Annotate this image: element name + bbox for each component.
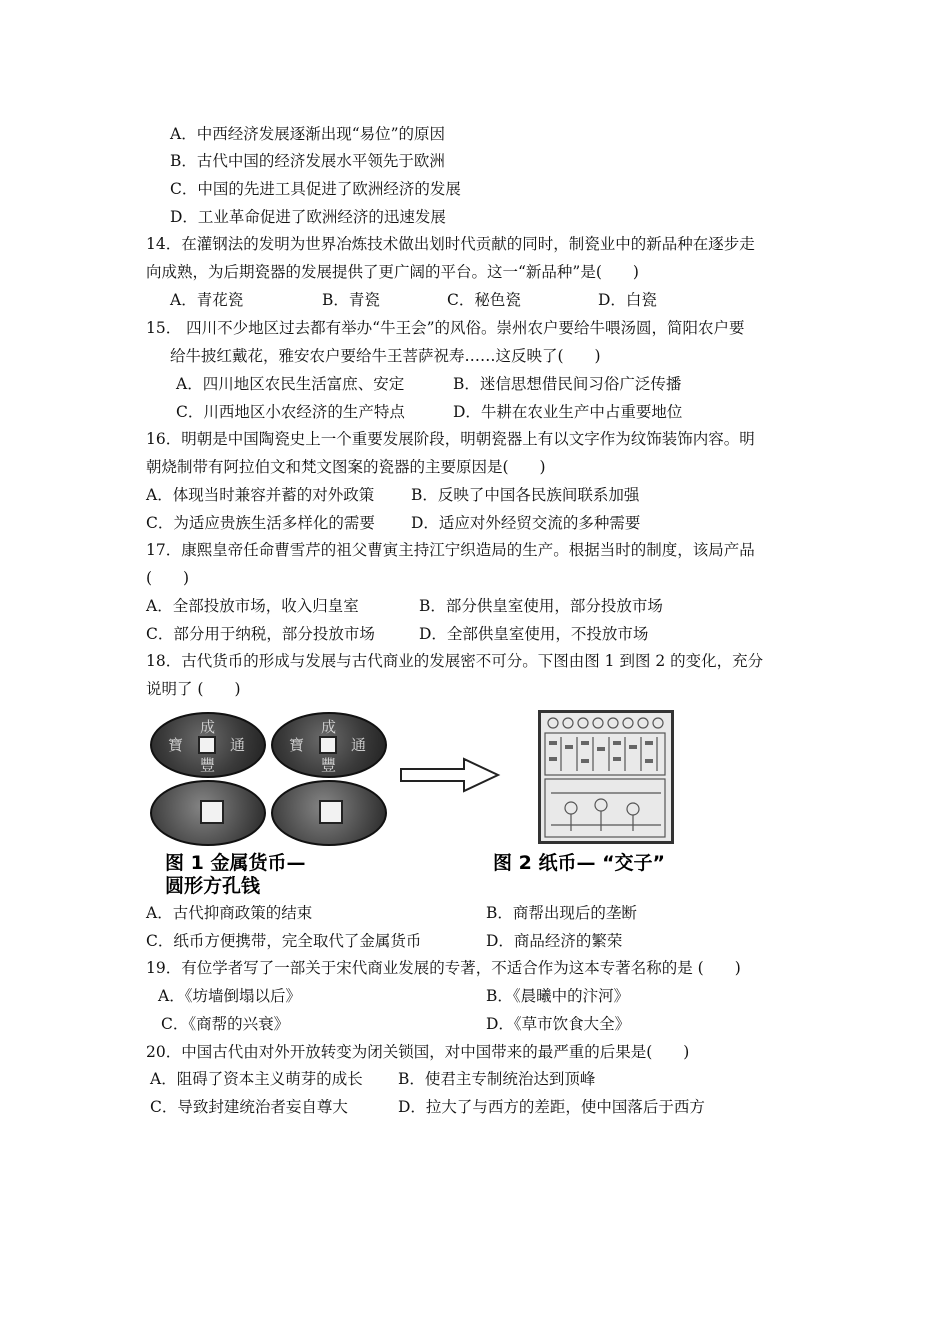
q18-option-d: D．商品经济的繁荣	[486, 932, 623, 950]
figure-2-jiaozi-note	[538, 710, 674, 844]
q14-stem-line1: 14．在灌钢法的发明为世界冶炼技术做出划时代贡献的同时，制瓷业中的新品种在逐步走	[146, 235, 755, 253]
q15-option-d: D．牛耕在农业生产中占重要地位	[453, 403, 683, 421]
q15-option-b: B．迷信思想借民间习俗广泛传播	[453, 375, 682, 393]
q18-option-c: C．纸币方便携带，完全取代了金属货币	[146, 932, 422, 950]
q15-stem-line2: 给牛披红戴花，雅安农户要给牛王菩萨祝寿……这反映了( )	[170, 347, 601, 365]
coin-char-left: 寶	[289, 736, 305, 754]
q20-option-d: D．拉大了与西方的差距，使中国落后于西方	[398, 1098, 705, 1116]
q13-option-a: A．中西经济发展逐渐出现“易位”的原因	[170, 125, 446, 143]
q16-option-d: D．适应对外经贸交流的多种需要	[411, 514, 641, 532]
coin-back-left	[150, 780, 266, 846]
q18-option-a: A．古代抑商政策的结束	[146, 904, 313, 922]
q14-stem-line2: 向成熟，为后期瓷器的发展提供了更广阔的平台。这一“新品种”是( )	[146, 263, 639, 281]
figure-1-coins	[150, 710, 390, 845]
q15-option-a: A．四川地区农民生活富庶、安定	[176, 375, 405, 393]
coin-char-bottom: 豐	[200, 756, 216, 774]
q15-stem-line1: 15． 四川不少地区过去都有举办“牛王会”的风俗。崇州农户要给牛喂汤圆，简阳农户要	[146, 319, 745, 337]
q20-option-a: A．阻碍了资本主义萌芽的成长	[150, 1070, 363, 1088]
q17-stem-line2: ( )	[146, 569, 190, 587]
q17-option-c: C．部分用于纳税，部分投放市场	[146, 625, 375, 643]
figure-2-caption: 图 2 纸币— “交子”	[493, 852, 666, 874]
coin-front-left	[150, 712, 266, 778]
q20-stem-line1: 20．中国古代由对外开放转变为闭关锁国，对中国带来的最严重的后果是( )	[146, 1043, 690, 1061]
coin-square-hole	[198, 736, 216, 754]
q20-option-c: C．导致封建统治者妄自尊大	[150, 1098, 348, 1116]
q15-option-c: C．川西地区小农经济的生产特点	[176, 403, 405, 421]
q14-option-b: B．青瓷	[322, 291, 380, 309]
coin-char-right: 通	[230, 736, 246, 754]
coin-char-bottom: 豐	[321, 756, 337, 774]
q14-option-d: D．白瓷	[598, 291, 657, 309]
q19-option-d: D．《草市饮食大全》	[486, 1015, 631, 1033]
q17-option-b: B．部分供皇室使用，部分投放市场	[419, 597, 663, 615]
q14-option-a: A．青花瓷	[170, 291, 244, 309]
right-arrow-icon	[398, 755, 503, 795]
q17-stem-line1: 17．康熙皇帝任命曹雪芹的祖父曹寅主持江宁织造局的生产。根据当时的制度，该局产品	[146, 541, 755, 559]
q17-option-a: A．全部投放市场，收入归皇室	[146, 597, 359, 615]
coin-char-right: 通	[351, 736, 367, 754]
q19-stem-line1: 19．有位学者写了一部关于宋代商业发展的专著，不适合作为这本专著名称的是 ( )	[146, 959, 741, 977]
q14-option-c: C．秘色瓷	[447, 291, 521, 309]
coin-back-right	[271, 780, 387, 846]
coin-front-right	[271, 712, 387, 778]
q13-option-c: C．中国的先进工具促进了欧洲经济的发展	[170, 180, 461, 198]
coin-square-hole	[319, 736, 337, 754]
figure-1-caption-line2: 圆形方孔钱	[165, 875, 261, 897]
q18-stem-line1: 18．古代货币的形成与发展与古代商业的发展密不可分。下图由图 1 到图 2 的变化，充分	[146, 652, 764, 670]
q19-option-b: B．《晨曦中的汴河》	[486, 987, 630, 1005]
coin-char-left: 寶	[168, 736, 184, 754]
figure-1-caption-line1: 图 1 金属货币—	[165, 852, 306, 874]
q20-option-b: B．使君主专制统治达到顶峰	[398, 1070, 596, 1088]
q13-option-d: D．工业革命促进了欧洲经济的迅速发展	[170, 208, 446, 226]
q16-option-c: C．为适应贵族生活多样化的需要	[146, 514, 375, 532]
q19-option-a: A．《坊墙倒塌以后》	[158, 987, 301, 1005]
jiaozi-note-pattern	[541, 713, 671, 841]
q16-option-a: A．体现当时兼容并蓄的对外政策	[146, 486, 375, 504]
q16-stem-line1: 16．明朝是中国陶瓷史上一个重要发展阶段，明朝瓷器上有以文字作为纹饰装饰内容。明	[146, 430, 755, 448]
q19-option-c: C．《商帮的兴衰》	[161, 1015, 290, 1033]
q18-option-b: B．商帮出现后的垄断	[486, 904, 637, 922]
q16-option-b: B．反映了中国各民族间联系加强	[411, 486, 640, 504]
q17-option-d: D．全部供皇室使用，不投放市场	[419, 625, 649, 643]
coin-char-top: 成	[200, 718, 216, 736]
coin-square-hole	[319, 800, 343, 824]
coin-char-top: 成	[321, 718, 337, 736]
q16-stem-line2: 朝烧制带有阿拉伯文和梵文图案的瓷器的主要原因是( )	[146, 458, 546, 476]
q18-stem-line2: 说明了 ( )	[146, 680, 241, 698]
q13-option-b: B．古代中国的经济发展水平领先于欧洲	[170, 152, 445, 170]
coin-square-hole	[200, 800, 224, 824]
